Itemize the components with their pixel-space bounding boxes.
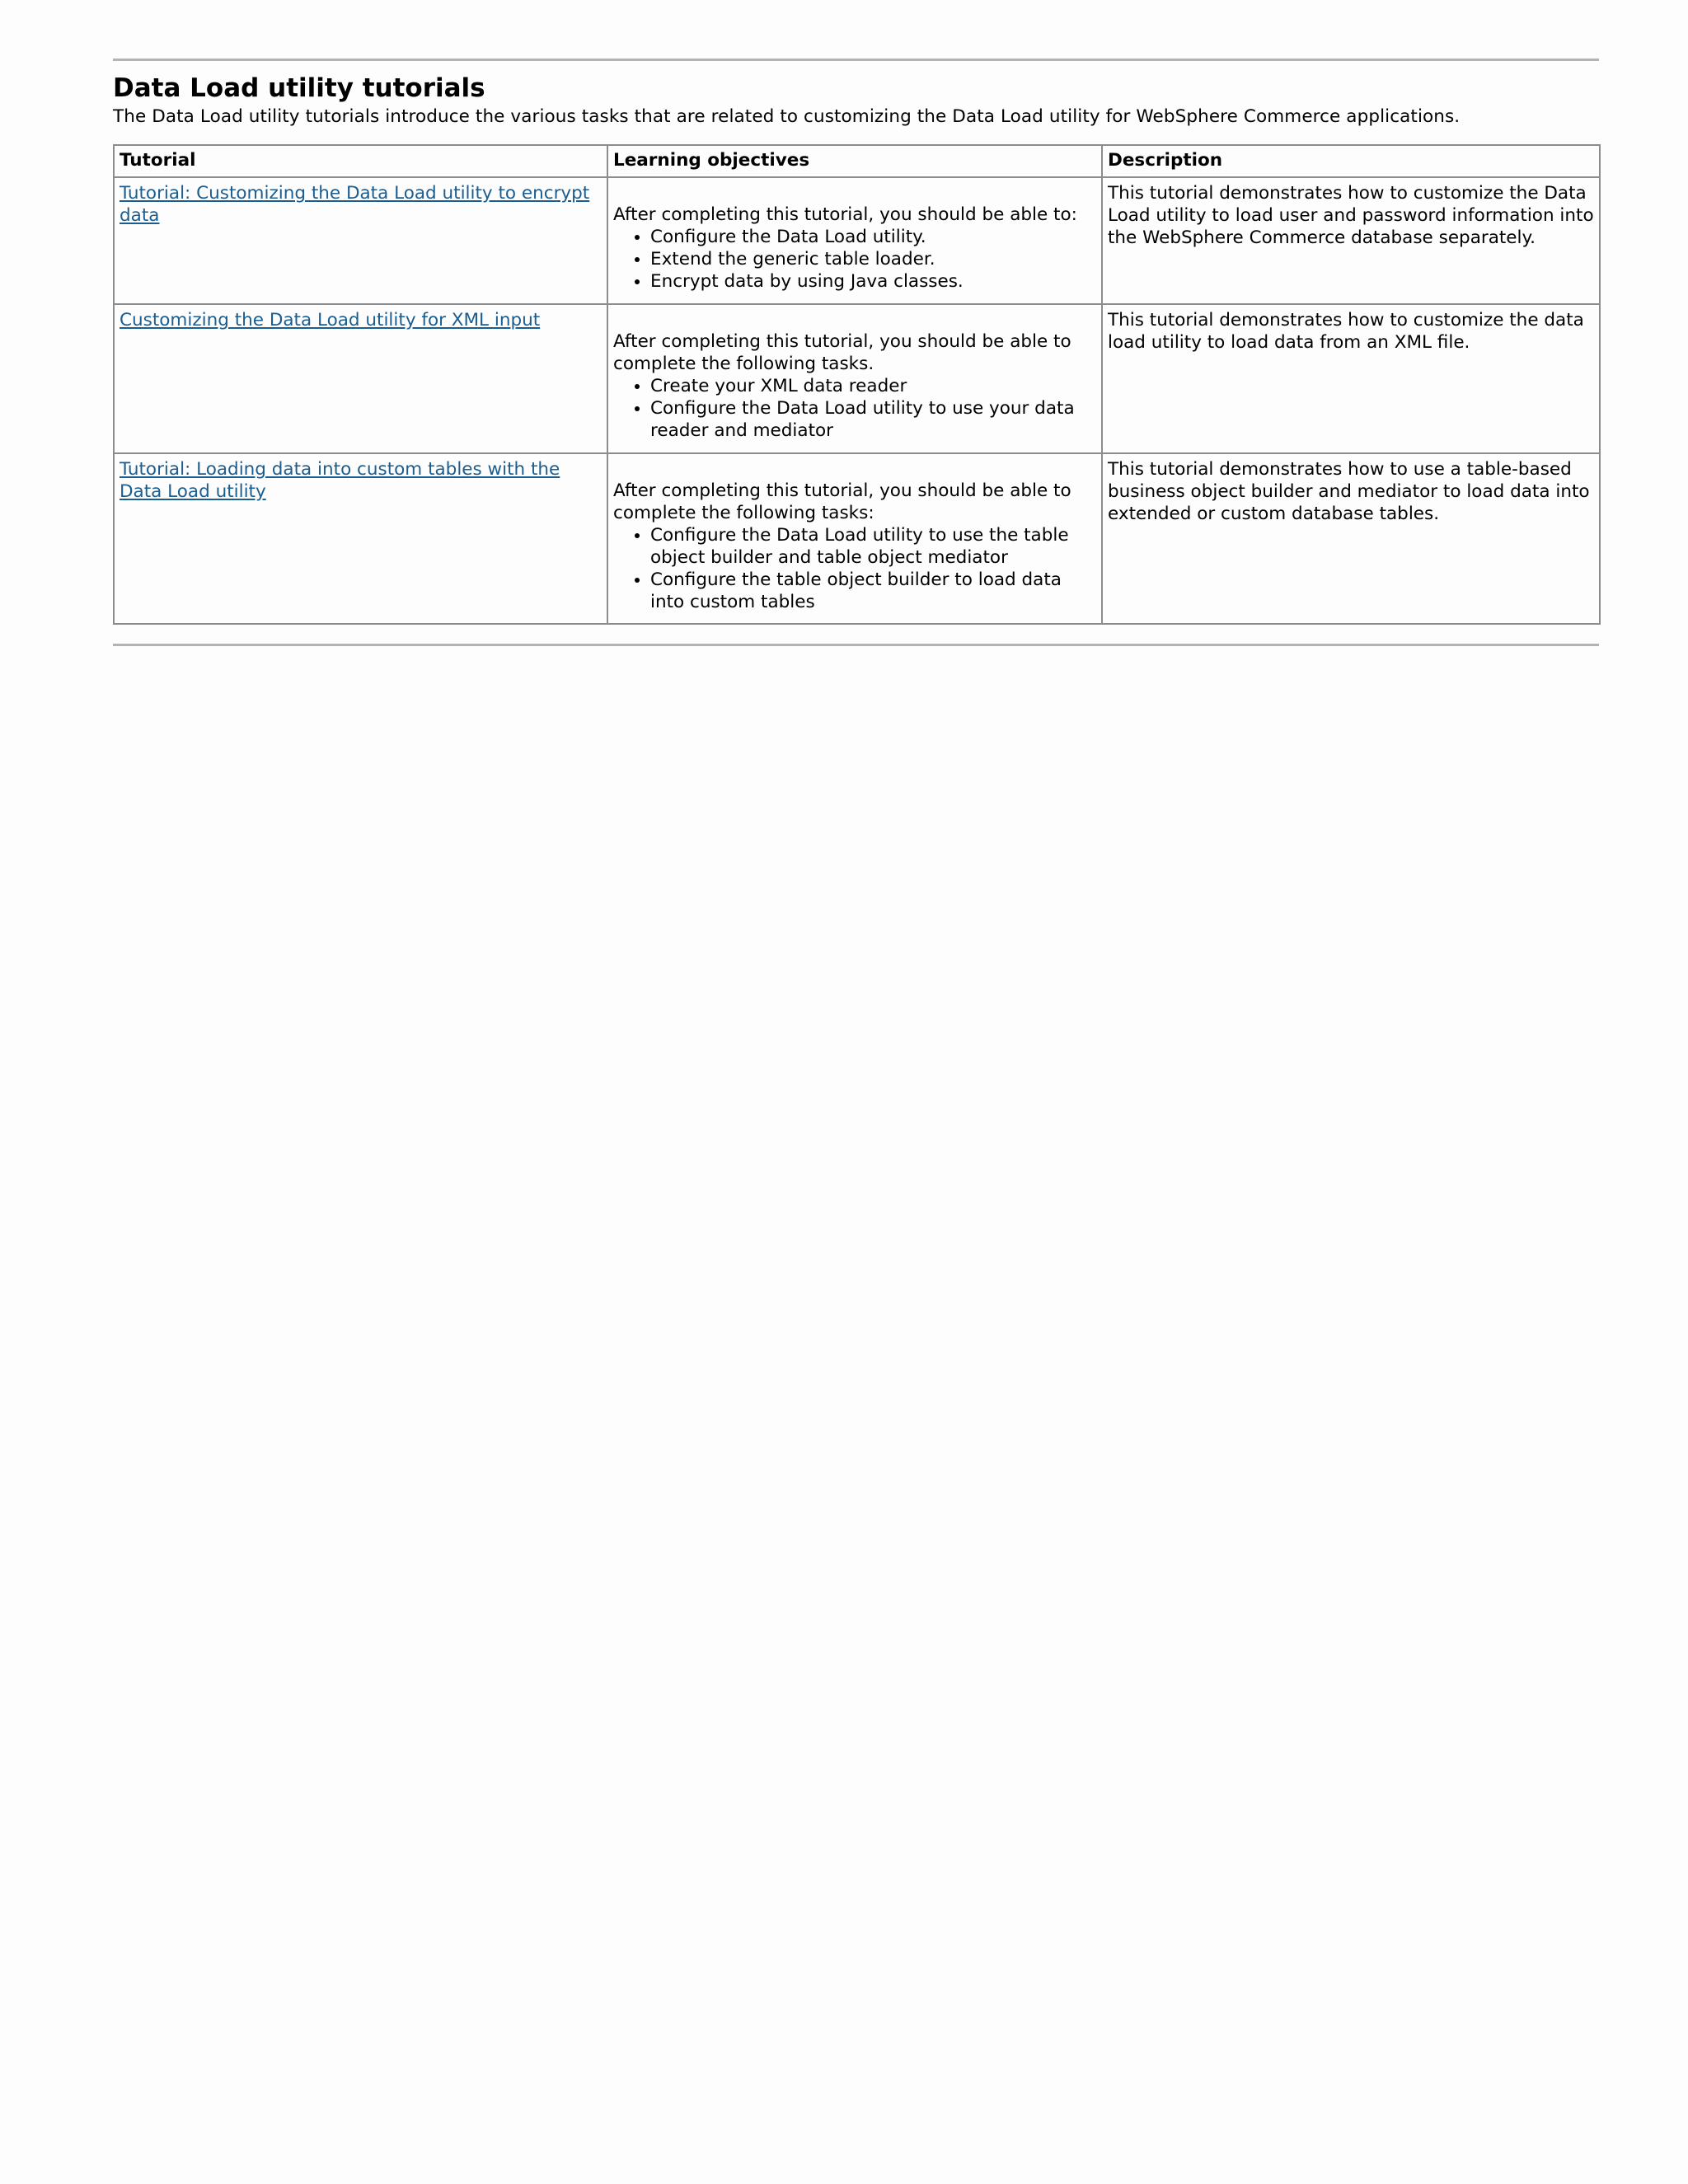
objectives-intro: After completing this tutorial, you should be able to complete the following tasks.	[613, 331, 1071, 374]
objectives-cell	[607, 177, 1102, 304]
objectives-list	[613, 375, 1096, 442]
top-divider	[113, 59, 1599, 61]
page-title: Data Load utility tutorials	[113, 73, 485, 103]
description-cell: This tutorial demonstrates how to use a table-based business object builder and mediator to load data into extended or custom database tables.	[1102, 453, 1600, 624]
tutorial-cell	[114, 453, 607, 624]
list-item: • Configure the Data Load utility to use the table object builder and table object mediator	[650, 524, 1096, 569]
document-page	[113, 59, 1599, 646]
tutorials-table	[113, 144, 1601, 625]
header-tutorial: Tutorial	[114, 145, 607, 177]
table-row	[114, 304, 1600, 453]
objectives-cell	[607, 304, 1102, 453]
tutorial-cell	[114, 304, 607, 453]
tutorial-link-custom-tables[interactable]: Tutorial: Loading data into custom tables with the Data Load utility	[120, 459, 560, 502]
list-item: • Configure the table object builder to load data into custom tables	[650, 569, 1096, 613]
list-item: • Configure the Data Load utility.	[650, 226, 1096, 248]
tutorial-cell	[114, 177, 607, 304]
intro-paragraph: The Data Load utility tutorials introduce the various tasks that are related to customizing the Data Load utility for WebSphere Commerce applications.	[113, 106, 1461, 127]
tutorial-link-xml-input[interactable]: Customizing the Data Load utility for XML input	[120, 310, 541, 330]
table-header-row	[114, 145, 1600, 177]
bottom-divider	[113, 644, 1599, 646]
list-item: • Encrypt data by using Java classes.	[650, 270, 1096, 293]
description-cell: This tutorial demonstrates how to customize the Data Load utility to load user and password information into the WebSphere Commerce database separately.	[1102, 177, 1600, 304]
table-row	[114, 177, 1600, 304]
list-item: • Configure the Data Load utility to use your data reader and mediator	[650, 397, 1096, 442]
objectives-intro: After completing this tutorial, you should be able to:	[613, 204, 1077, 225]
table-row	[114, 453, 1600, 624]
header-learning-objectives: Learning objectives	[607, 145, 1102, 177]
list-item: • Create your XML data reader	[650, 375, 1096, 397]
description-cell: This tutorial demonstrates how to customize the data load utility to load data from an XML file.	[1102, 304, 1600, 453]
header-description: Description	[1102, 145, 1600, 177]
objectives-list	[613, 524, 1096, 613]
objectives-cell	[607, 453, 1102, 624]
objectives-list	[613, 226, 1096, 293]
list-item: • Extend the generic table loader.	[650, 248, 1096, 270]
objectives-intro: After completing this tutorial, you should be able to complete the following tasks:	[613, 480, 1071, 523]
tutorial-link-encrypt-data[interactable]: Tutorial: Customizing the Data Load utility to encrypt data	[120, 183, 590, 226]
